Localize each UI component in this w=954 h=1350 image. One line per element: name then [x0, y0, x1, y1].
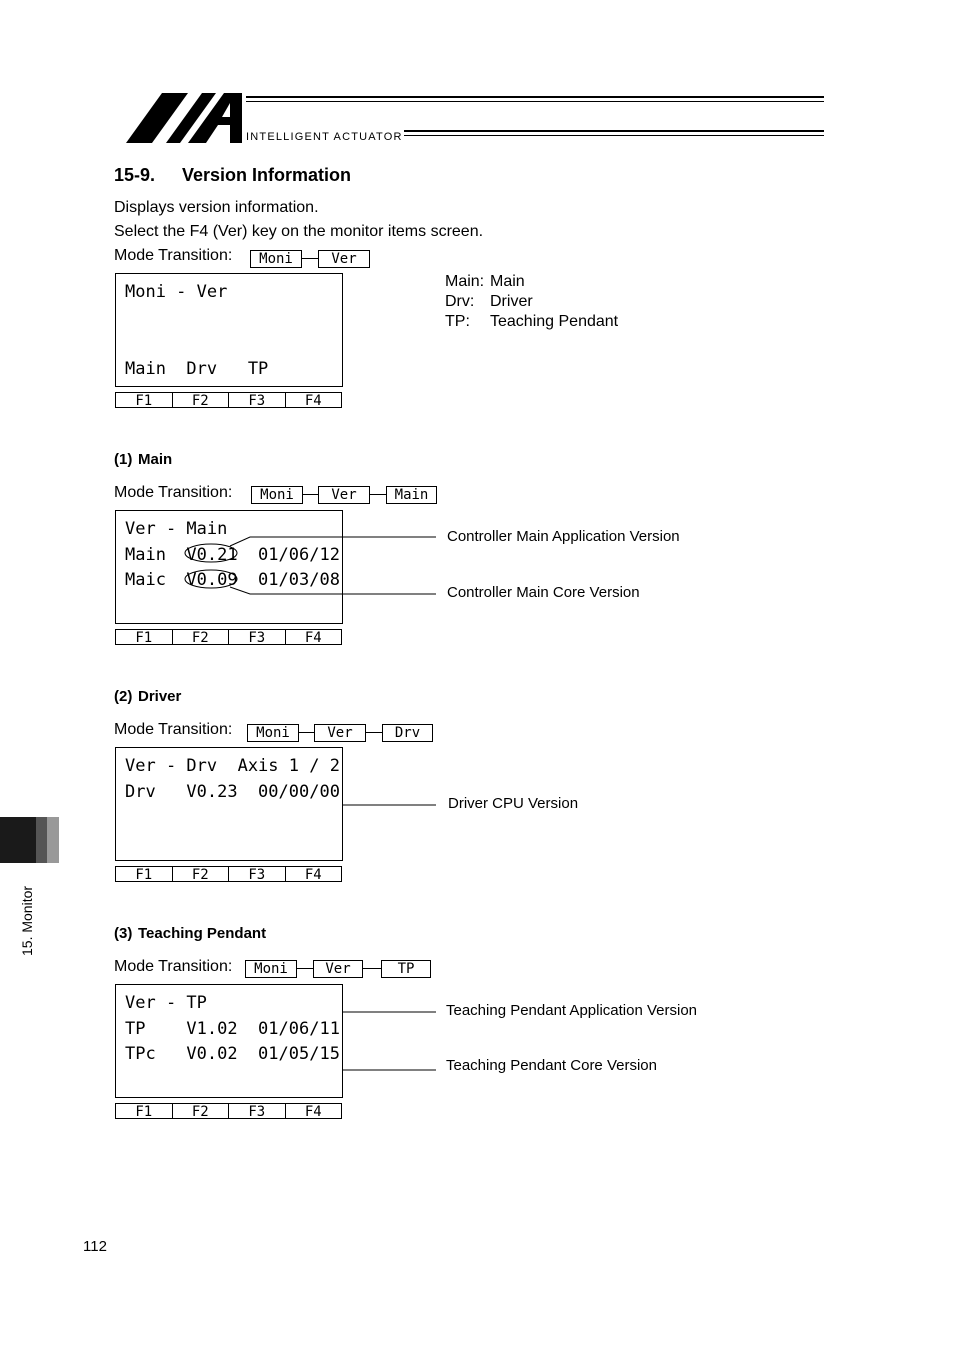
chapter-tab-label: 15. Monitor	[19, 885, 35, 956]
legend-key: Drv:	[445, 293, 475, 310]
function-keys	[115, 1103, 342, 1119]
intro-line-1: Displays version information.	[114, 199, 319, 216]
mode-connector	[296, 968, 313, 969]
section-title: Version Information	[182, 165, 352, 185]
function-key-f2[interactable]: F2	[172, 629, 230, 645]
mode-key-ver: Ver	[314, 724, 366, 742]
function-key-f4[interactable]: F4	[285, 1103, 343, 1119]
chapter-tab-dark	[0, 817, 36, 863]
screen-line: Moni - Ver	[125, 282, 228, 302]
function-key-f2[interactable]: F2	[172, 392, 230, 408]
legend-val: Teaching Pendant	[490, 313, 619, 330]
mode-connector	[298, 732, 314, 733]
screen-line: Main V0.21 01/06/12	[125, 545, 340, 565]
subsection-title: Main	[138, 451, 173, 468]
mode-key-ver: Ver	[318, 486, 370, 504]
subsection-title: Teaching Pendant	[138, 925, 267, 942]
mode-key-moni: Moni	[251, 486, 303, 504]
mode-key-ver: Ver	[313, 960, 363, 978]
function-key-f1[interactable]: F1	[115, 629, 173, 645]
mode-key-moni: Moni	[247, 724, 299, 742]
function-key-f1[interactable]: F1	[115, 392, 173, 408]
screen-line: Ver - Drv Axis 1 / 2	[125, 756, 340, 776]
function-key-f4[interactable]: F4	[285, 392, 343, 408]
mode-key-moni: Moni	[250, 250, 302, 268]
legend-key: Main:	[445, 273, 485, 290]
chapter-tab-mid	[36, 817, 47, 863]
annotation-driver-cpu-version: Driver CPU Version	[448, 795, 579, 812]
mode-key-ver: Ver	[318, 250, 370, 268]
annotation-tp-core-version: Teaching Pendant Core Version	[446, 1057, 657, 1074]
function-key-f1[interactable]: F1	[115, 1103, 173, 1119]
chapter-tab-light	[47, 817, 59, 863]
screen-line: TP V1.02 01/06/11	[125, 1019, 340, 1039]
page-number: 112	[83, 1238, 107, 1255]
mode-transition-label: Mode Transition:	[114, 247, 233, 264]
function-key-f3[interactable]: F3	[228, 629, 286, 645]
function-key-f3[interactable]: F3	[228, 392, 286, 408]
mode-key-moni: Moni	[245, 960, 297, 978]
screen-line: Ver - Main	[125, 519, 228, 539]
mode-key-main: Main	[386, 486, 437, 504]
mode-connector	[362, 968, 381, 969]
mode-transition-label: Mode Transition:	[114, 721, 233, 738]
function-key-f4[interactable]: F4	[285, 866, 343, 882]
function-key-f3[interactable]: F3	[228, 1103, 286, 1119]
subsection-title: Driver	[138, 688, 182, 705]
screen-line: TPc V0.02 01/05/15	[125, 1044, 340, 1064]
function-keys	[115, 866, 342, 882]
function-key-f2[interactable]: F2	[172, 866, 230, 882]
intro-line-2: Select the F4 (Ver) key on the monitor items screen.	[114, 223, 484, 240]
subsection-number: (1)	[114, 451, 133, 468]
subsection-number: (3)	[114, 925, 133, 942]
mode-connector	[365, 732, 382, 733]
function-key-f1[interactable]: F1	[115, 866, 173, 882]
annotation-main-core-version: Controller Main Core Version	[447, 584, 640, 601]
lcd-screen-ver-tp	[115, 984, 343, 1098]
mode-transition-label: Mode Transition:	[114, 958, 233, 975]
lcd-screen-ver-drv	[115, 747, 343, 861]
section-number: 15-9.	[114, 165, 156, 185]
mode-key-tp: TP	[381, 960, 431, 978]
legend-val: Main	[490, 273, 525, 290]
annotation-main-app-version: Controller Main Application Version	[447, 528, 680, 545]
mode-transition-label: Mode Transition:	[114, 484, 233, 501]
function-key-f2[interactable]: F2	[172, 1103, 230, 1119]
function-key-f3[interactable]: F3	[228, 866, 286, 882]
screen-line: Main Drv TP	[125, 359, 269, 379]
screen-line: Drv V0.23 00/00/00	[125, 782, 340, 802]
brand-text: INTELLIGENT ACTUATOR	[246, 131, 403, 143]
subsection-number: (2)	[114, 688, 133, 705]
screen-line: Ver - TP	[125, 993, 207, 1013]
function-key-f4[interactable]: F4	[285, 629, 343, 645]
legend-key: TP:	[445, 313, 470, 330]
legend-val: Driver	[490, 293, 533, 310]
mode-key-drv: Drv	[382, 724, 433, 742]
screen-line: Maic V0.09 01/03/08	[125, 570, 340, 590]
annotation-tp-app-version: Teaching Pendant Application Version	[446, 1002, 698, 1019]
